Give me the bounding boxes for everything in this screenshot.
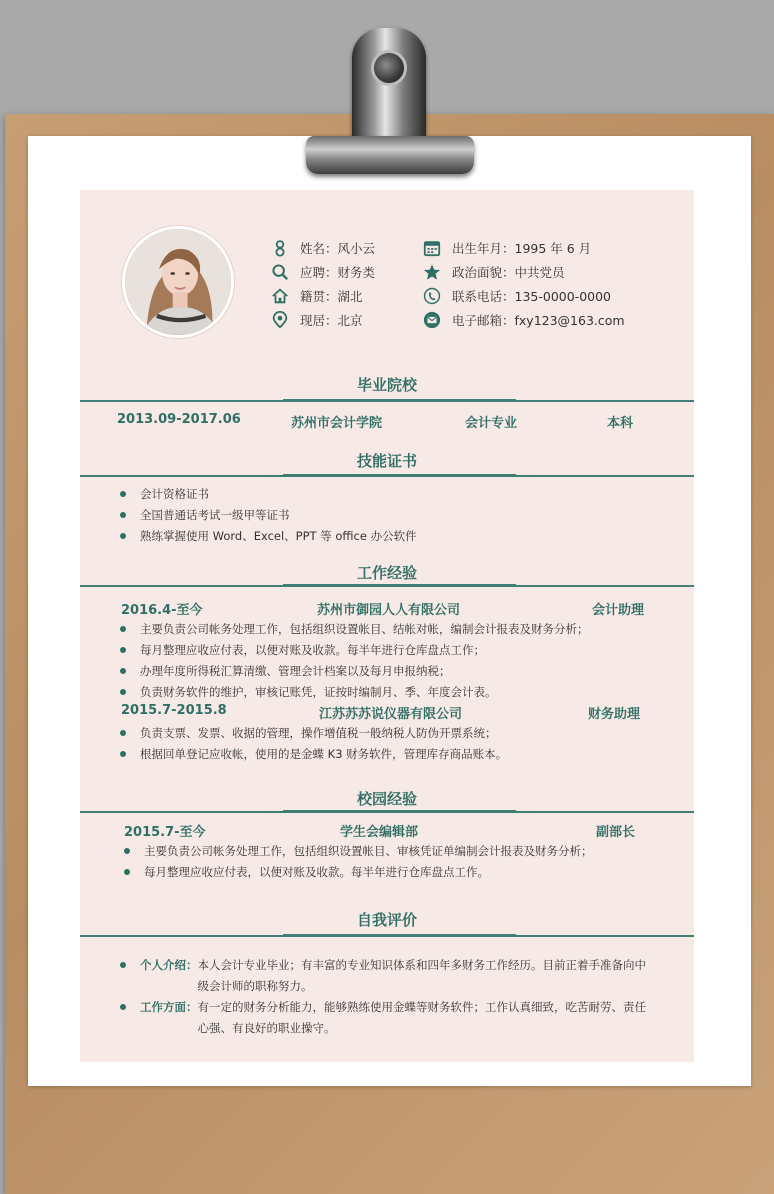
avatar [122, 226, 234, 338]
section-title-work: 工作经验 [356, 564, 417, 582]
list-item [120, 997, 648, 1039]
phone-row [422, 284, 625, 308]
bullet-icon [120, 626, 126, 632]
campus-org: 学生会编辑部 [340, 825, 419, 840]
email-text: 电子邮箱：fxy123@163.com [452, 313, 625, 328]
origin-row [270, 284, 375, 308]
education-school: 苏州市会计学院 [291, 416, 383, 431]
origin-text: 籍贯：湖北 [300, 289, 363, 304]
list-item: 熟练掌握使用 Word、Excel、PPT 等 office 办公软件 [120, 525, 417, 546]
bullet-icon [120, 1004, 126, 1010]
section-divider-campus [80, 811, 694, 813]
bullet-icon [124, 869, 130, 875]
list-item: 全国普通话考试一级甲等证书 [120, 504, 417, 525]
self-text: 有一定的财务分析能力，能够熟练使用金蝶等财务软件；工作认真细致，吃苦耐劳、责任心强、有良好的职业操守。 [197, 1000, 646, 1035]
search-icon [270, 262, 290, 282]
self-label: 个人介绍： [140, 958, 198, 972]
section-divider-work [80, 585, 694, 587]
campus-period: 2015.7-至今 [124, 825, 206, 840]
location-icon [270, 310, 290, 330]
skills-list [120, 483, 417, 546]
education-period: 2013.09-2017.06 [117, 412, 241, 427]
calendar-icon [422, 238, 442, 258]
section-title-campus: 校园经验 [356, 790, 417, 808]
campus-role: 副部长 [596, 825, 636, 840]
self-evaluation [120, 955, 648, 1039]
section-title-education: 毕业院校 [356, 376, 417, 394]
bullet-icon [124, 848, 130, 854]
list-item: 会计资格证书 [120, 483, 417, 504]
section-divider-skills [80, 475, 694, 477]
bullet-icon [120, 647, 126, 653]
resume-sheet [80, 190, 694, 1062]
bullet-icon [120, 730, 126, 736]
clip-hole [371, 50, 407, 86]
bullet-icon [120, 751, 126, 757]
list-item: 根据回单登记应收帐，使用的是金蝶 K3 财务软件，管理库存商品账本。 [120, 743, 507, 764]
section-title-skills: 技能证书 [356, 452, 417, 470]
education-major: 会计专业 [465, 416, 518, 431]
bullet-icon [120, 962, 126, 968]
section-divider-education [80, 400, 694, 402]
politics-text: 政治面貌：中共党员 [452, 265, 565, 280]
person-icon [270, 238, 290, 258]
job-period: 2015.7-2015.8 [121, 703, 227, 718]
section-divider-self [80, 935, 694, 937]
star-icon [422, 262, 442, 282]
job-period: 2016.4-至今 [121, 603, 203, 618]
list-item: 每月整理应收应付表，以便对账及收款。每半年进行仓库盘点工作。 [124, 861, 593, 882]
list-item: 每月整理应收应付表，以便对账及收款。每半年进行仓库盘点工作； [120, 639, 589, 660]
email-row [422, 308, 625, 332]
job-duties [120, 722, 507, 764]
job-company: 江苏苏苏说仪器有限公司 [319, 707, 463, 722]
mail-icon [422, 310, 442, 330]
list-item [120, 955, 648, 997]
personal-info-right [422, 236, 625, 332]
list-item: 主要负责公司帐务处理工作，包括组织设置帐目、审核凭证单编制会计报表及财务分析； [124, 840, 593, 861]
list-item: 负责财务软件的维护，审核记账凭，证按时编制月、季、年度会计表。 [120, 681, 589, 702]
phone-text: 联系电话：135-0000-0000 [452, 289, 612, 304]
job-company: 苏州市御园人人有限公司 [317, 603, 461, 618]
name-row [270, 236, 375, 260]
job-text: 应聘：财务类 [300, 265, 376, 280]
home-icon [270, 286, 290, 306]
job-role: 财务助理 [588, 707, 641, 722]
job-role: 会计助理 [592, 603, 645, 618]
job-duties [120, 618, 589, 702]
bullet-icon [120, 491, 126, 497]
section-title-self: 自我评价 [356, 911, 417, 929]
personal-info-left [270, 236, 375, 332]
education-degree: 本科 [607, 416, 634, 431]
residence-text: 现居：北京 [300, 313, 363, 328]
bullet-icon [120, 533, 126, 539]
name-text: 姓名：风小云 [300, 241, 376, 256]
list-item: 主要负责公司帐务处理工作，包括组织设置帐目、结帐对帐，编制会计报表及财务分析； [120, 618, 589, 639]
list-item: 负责支票、发票、收据的管理，操作增值税一般纳税人防伪开票系统； [120, 722, 507, 743]
self-text: 本人会计专业毕业；有丰富的专业知识体系和四年多财务工作经历。目前正着手准备向中级会计师的职称努力。 [197, 958, 646, 993]
job-row [270, 260, 375, 284]
residence-row [270, 308, 375, 332]
binder-clip [306, 136, 474, 174]
birth-row [422, 236, 625, 260]
campus-duties [124, 840, 593, 882]
bullet-icon [120, 689, 126, 695]
list-item: 办理年度所得税汇算清缴、管理会计档案以及每月申报纳税； [120, 660, 589, 681]
politics-row [422, 260, 625, 284]
birth-text: 出生年月：1995 年 6 月 [452, 241, 592, 256]
bullet-icon [120, 512, 126, 518]
phone-icon [422, 286, 442, 306]
bullet-icon [120, 668, 126, 674]
clip-ring [352, 28, 426, 148]
self-label: 工作方面： [140, 1000, 198, 1014]
